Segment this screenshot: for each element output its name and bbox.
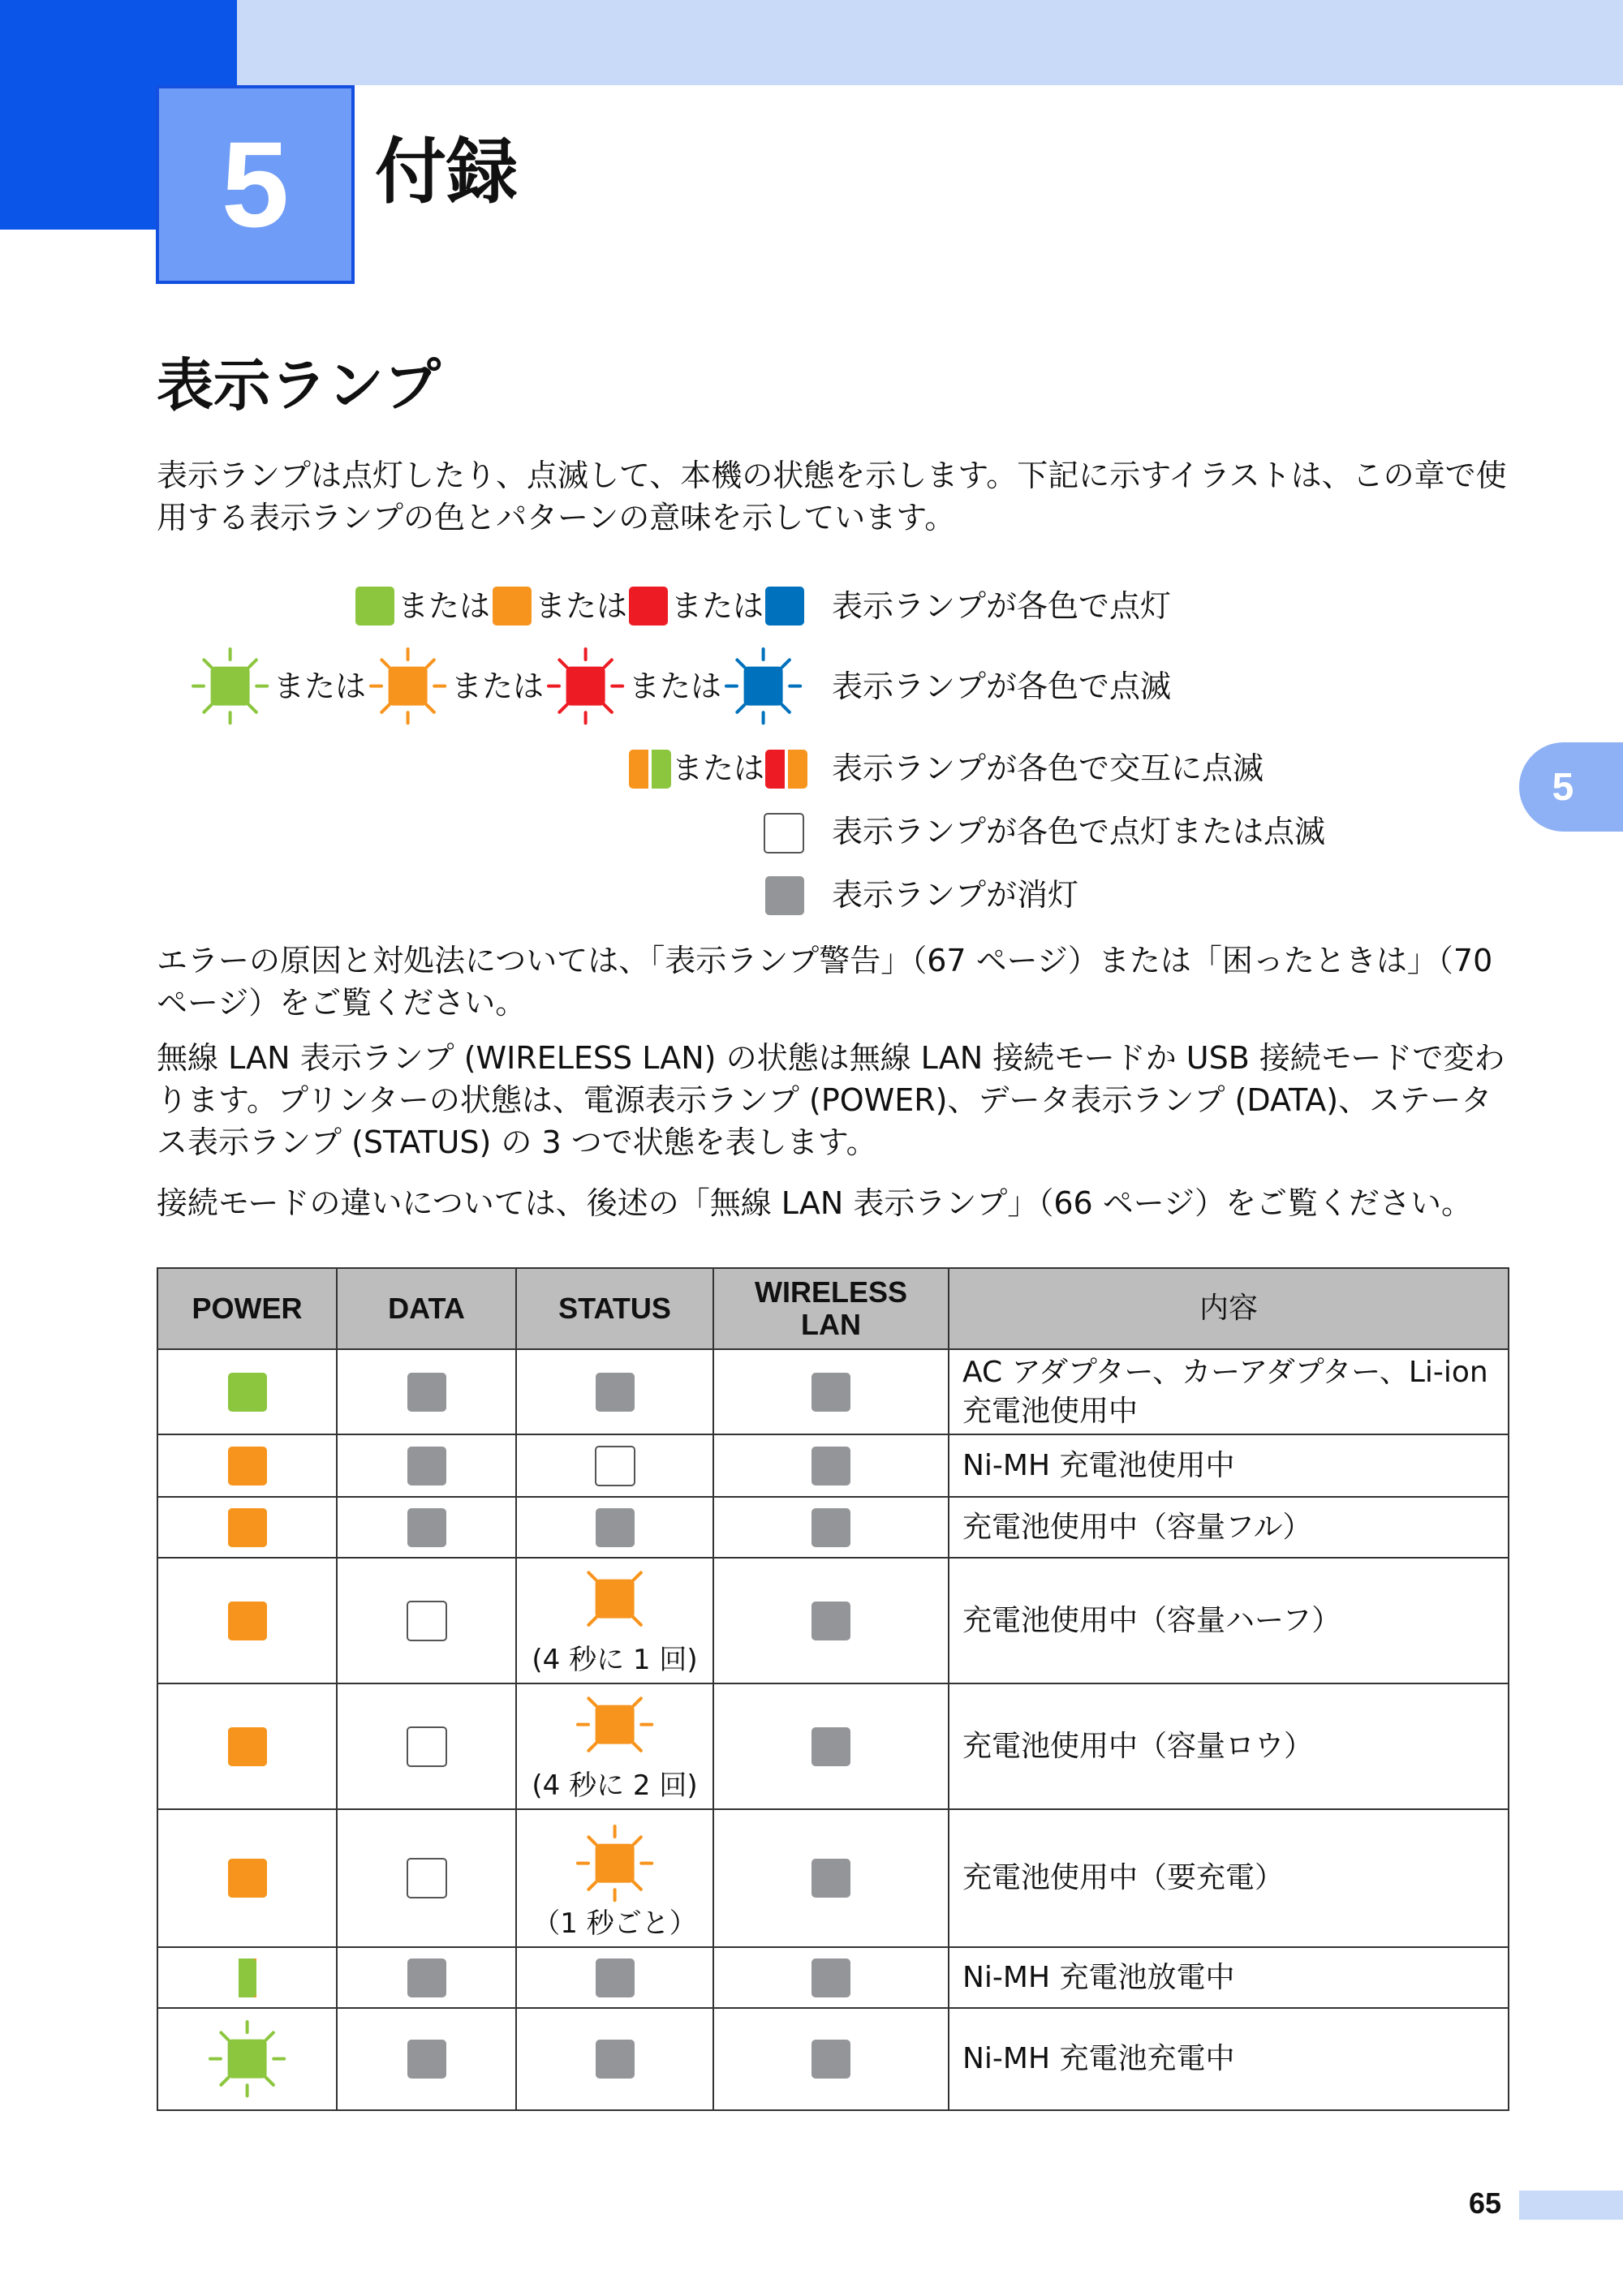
table-header-row [157,1268,1509,1349]
status-cell [516,1947,713,2008]
lamp-solid-orange-icon [493,587,532,626]
lamp-status-table [157,1267,1509,2111]
status-cell [516,1497,713,1558]
lamp-alt-green-half-icon [652,750,671,789]
lamp-off-icon [812,1447,850,1486]
lamp-solid-green-icon [228,1373,267,1412]
lamp-alt-green-half-icon [239,1958,256,1997]
status-cell [516,1434,713,1497]
data-cell [337,1809,516,1947]
data-cell [337,1947,516,2008]
lamp-any-icon [407,1726,447,1767]
wireless-cell [713,1683,949,1809]
lamp-off-icon [812,1859,850,1898]
legend-or: または [629,669,722,704]
wireless-cell [713,1809,949,1947]
status-cell [516,1349,713,1434]
page-number: 65 [1469,2186,1502,2220]
chapter-number: 5 [221,116,290,252]
legend-or: または [672,750,765,786]
legend-or: または [451,669,545,704]
status-note: （1 秒ごと） [532,1907,697,1940]
lamp-off-icon [812,1602,850,1640]
power-cell [157,1809,337,1947]
table-row [157,1683,1509,1809]
content-cell: 充電池使用中（容量ロウ） [949,1683,1509,1809]
content-cell: 充電池使用中（要充電） [949,1809,1509,1947]
wireless-cell [713,1497,949,1558]
lamp-off-icon [407,1508,446,1547]
lamp-solid-orange-icon [228,1727,267,1766]
content-cell: AC アダプター、カーアダプター、Li-ion 充電池使用中 [949,1349,1509,1434]
lamp-off-icon [407,2040,446,2079]
lamp-any-icon [764,813,804,853]
lamp-solid-orange-icon [228,1508,267,1547]
power-cell [157,1558,337,1683]
lamp-off-icon [407,1958,446,1997]
status-note: (4 秒に 1 回) [532,1644,698,1676]
data-cell [337,1558,516,1683]
wireless-cell [713,1434,949,1497]
power-cell [157,1683,337,1809]
wireless-cell [713,1947,949,2008]
legend-any-desc: 表示ランプが各色で点灯または点滅 [832,814,1326,849]
power-cell [157,2008,337,2110]
header-power: POWER [157,1268,337,1349]
intro-paragraph: 表示ランプは点灯したり、点滅して、本機の状態を示します。下記に示すイラストは、この章で使用する表示ランプの色とパターンの意味を示しています。 [157,458,1507,535]
header-band [0,0,1623,85]
legend-solid-desc: 表示ランプが各色で点灯 [832,588,1172,624]
legend-off-desc: 表示ランプが消灯 [832,877,1079,913]
data-cell [337,1349,516,1434]
wireless-cell [713,1349,949,1434]
data-cell [337,1683,516,1809]
power-cell [157,1947,337,2008]
error-reference-paragraph: エラーの原因と対処法については、「表示ランプ警告」（67 ページ）または「困ったときは」（70 ページ）をご覧ください。 [157,943,1493,1021]
chapter-side-tab: 5 [1519,742,1623,832]
lamp-off-icon [812,1508,850,1547]
lamp-solid-green-icon [355,587,394,626]
legend-or: または [671,588,764,624]
table-row [157,1349,1509,1434]
power-cell [157,1349,337,1434]
lamp-off-icon [407,1447,446,1486]
section-title: 表示ランプ [157,352,441,419]
header-wireless-lan: WIRELESS LAN [713,1268,949,1349]
table-row [157,1497,1509,1558]
lamp-alt-orange-half-icon [629,750,648,789]
legend-blink-desc: 表示ランプが各色で点滅 [832,669,1172,704]
lamp-off-icon [812,1727,850,1766]
lamp-solid-blue-icon [765,587,804,626]
content-cell: Ni-MH 充電池使用中 [949,1434,1509,1497]
header-content: 内容 [949,1268,1509,1349]
legend-or: または [398,588,491,624]
lamp-solid-orange-icon [228,1859,267,1898]
table-row [157,1947,1509,2008]
lamp-off-icon [596,2040,635,2079]
lamp-solid-orange-icon [228,1447,267,1486]
chapter-number-box [156,85,355,284]
table-row [157,1434,1509,1497]
status-cell [516,2008,713,2110]
wireless-lamp-paragraph: 無線 LAN 表示ランプ (WIRELESS LAN) の状態は無線 LAN 接続モードか USB 接続モードで変わります。プリンターの状態は、電源表示ランプ (POWER)、データ表示ランプ (DATA)、ステータス表示ランプ (STATUS) の 3 つで状態を表します。 [157,1040,1505,1160]
header-data: DATA [337,1268,516,1349]
lamp-off-icon [812,2040,850,2079]
status-cell [516,1558,713,1683]
power-cell [157,1497,337,1558]
lamp-alt-red-half-icon [765,750,785,789]
lamp-off-icon [765,876,804,915]
lamp-off-icon [407,1373,446,1412]
content-cell: 充電池使用中（容量ハーフ） [949,1558,1509,1683]
table-row [157,1809,1509,1947]
legend-or: または [535,588,628,624]
lamp-any-icon [407,1601,447,1641]
status-cell [516,1683,713,1809]
lamp-solid-red-icon [629,587,668,626]
wireless-cell [713,2008,949,2110]
lamp-off-icon [596,1508,635,1547]
table-row [157,2008,1509,2110]
legend-alternate-desc: 表示ランプが各色で交互に点滅 [832,750,1264,786]
data-cell [337,1497,516,1558]
content-cell: 充電池使用中（容量フル） [949,1497,1509,1558]
data-cell [337,2008,516,2110]
legend-or: または [273,669,367,704]
lamp-solid-orange-icon [228,1602,267,1640]
content-cell: Ni-MH 充電池充電中 [949,2008,1509,2110]
header-status: STATUS [516,1268,713,1349]
lamp-alt-orange-half-icon [788,750,807,789]
wireless-cell [713,1558,949,1683]
lamp-off-icon [596,1373,635,1412]
lamp-off-icon [812,1958,850,1997]
content-cell: Ni-MH 充電池放電中 [949,1947,1509,2008]
table-row [157,1558,1509,1683]
footer-band [1519,2191,1623,2220]
power-cell [157,1434,337,1497]
status-cell [516,1809,713,1947]
lamp-off-icon [812,1373,850,1412]
status-note: (4 秒に 2 回) [532,1769,698,1802]
data-cell [337,1434,516,1497]
connection-mode-paragraph: 接続モードの違いについては、後述の「無線 LAN 表示ランプ」（66 ページ）をご覧ください。 [157,1185,1473,1221]
chapter-title: 付録 [375,130,519,213]
lamp-off-icon [596,1958,635,1997]
lamp-any-icon [595,1446,635,1486]
lamp-any-icon [407,1858,447,1898]
